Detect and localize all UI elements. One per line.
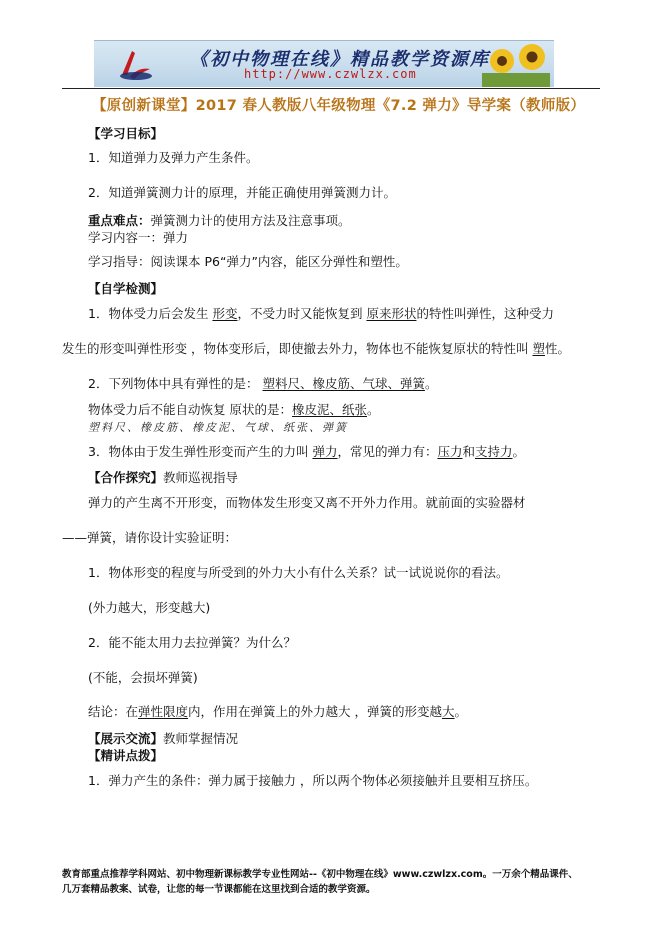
q1-answer-deformation: 形变 [212, 306, 238, 321]
keypoint-label: 重点难点： [88, 213, 151, 228]
q3-answer-support: 支持力 [475, 444, 513, 459]
conclusion-answer-larger: 大 [442, 704, 455, 719]
banner-url[interactable]: http://www.czwlzx.com [244, 67, 417, 81]
coop-conclusion [88, 704, 467, 720]
q3-answer-elastic-force: 弹力 [312, 444, 338, 459]
q1-text-e: 性。 [544, 341, 570, 356]
coop-answer-2: (不能，会损坏弹簧) [88, 670, 198, 685]
selftest-q1-line1 [88, 306, 554, 322]
sunflower-icon [482, 43, 550, 87]
q1-text-b: ，不受力时又能恢复到 [237, 306, 367, 321]
footer-line-2: 几万套精品教案、试卷，让您的每一节课都能在这里找到合适的教学资源。 [62, 884, 376, 895]
conclusion-text-b: 内，作用在弹簧上的外力越大 ，弹簧的形变越 [188, 704, 443, 719]
selftest-q2-line1 [88, 376, 437, 392]
coop-question-2: 2．能不能太用力去拉弹簧？为什么？ [88, 635, 296, 650]
coop-note: 教师巡视指导 [163, 470, 239, 485]
q2-answer-plastic: 橡皮泥、纸张 [291, 402, 367, 417]
selftest-header: 【自学检测】 [88, 281, 164, 296]
content-1-heading: 学习内容一：弹力 [88, 230, 189, 245]
q2-text-b: 。 [424, 376, 438, 391]
q3-answer-pressure: 压力 [437, 444, 463, 459]
goal-item-1: 1．知道弹力及弹力产生条件。 [88, 150, 259, 165]
q1-text-d: 发生的形变叫弹性形变 ，物体变形后，即使撤去外力，物体也不能恢复原状的特性叫 [62, 341, 533, 356]
banner-title: 《初中物理在线》精品教学资源库 [190, 49, 490, 70]
q1-answer-plastic: 塑 [532, 341, 545, 356]
coop-answer-1: (外力越大，形变越大) [88, 600, 211, 615]
coop-header: 【合作探究】 [88, 470, 164, 485]
conclusion-text-a: 结论：在 [88, 704, 139, 719]
footer-line-1: 教育部重点推荐学科网站、初中物理新课标教学专业性网站--《初中物理在线》www.czwlzx.com。一万余个精品课件、 [62, 869, 578, 880]
q3-text-b: ，常见的弹力有： [337, 444, 438, 459]
goal-item-2: 2．知道弹簧测力计的原理，并能正确使用弹簧测力计。 [88, 185, 396, 200]
coop-question-1: 1．物体形变的程度与所受到的外力大小有什么关系？试一试说说你的看法。 [88, 565, 509, 580]
header-divider [62, 88, 600, 89]
conclusion-text-c: 。 [454, 704, 468, 719]
q3-text-d: 。 [512, 444, 526, 459]
q2-text-d: 。 [367, 402, 380, 417]
q1-text-c: 的特性叫弹性，这种受力 [416, 306, 554, 321]
q2-answer-elastic: 塑料尺、橡皮筋、气球、弹簧 [262, 376, 425, 391]
conclusion-answer-elastic-limit: 弹性限度 [138, 704, 189, 719]
goals-header: 【学习目标】 [88, 126, 164, 141]
show-header-line [88, 731, 238, 747]
site-logo-icon [116, 45, 154, 83]
coop-header-line [88, 470, 238, 486]
selftest-q2-line2 [88, 402, 380, 418]
page-title: 【原创新课堂】2017 春人教版八年级物理《7.2 弹力》导学案（教师版） [92, 98, 586, 114]
coop-line-1: 弹力的产生离不开形变，而物体发生形变又离不开外力作用。就前面的实验器材 [88, 495, 526, 510]
coop-line-2: ——弹簧，请你设计实验证明： [62, 530, 238, 545]
header-banner [94, 40, 554, 87]
show-note: 教师掌握情况 [163, 731, 239, 746]
q2-text-c: 物体受力后不能自动恢复 原状的是： [88, 402, 292, 417]
selftest-q3-line [88, 444, 525, 460]
keypoint-text: 弹簧测力计的使用方法及注意事项。 [150, 213, 351, 228]
q1-answer-original-shape: 原来形状 [366, 306, 417, 321]
q3-text-c: 和 [462, 444, 475, 459]
study-guide: 学习指导：阅读课本 P6“弹力”内容，能区分弹性和塑性。 [88, 254, 408, 269]
q2-text-a: 2．下列物体中具有弹性的是： [88, 376, 263, 391]
q1-text-a: 1．物体受力后会发生 [88, 306, 213, 321]
explain-item-1: 1．弹力产生的条件：弹力属于接触力 ，所以两个物体必须接触并且要相互挤压。 [88, 773, 538, 788]
show-header: 【展示交流】 [88, 731, 164, 746]
keypoint-line [88, 213, 351, 229]
q2-option-list: 塑料尺、橡皮筋、橡皮泥、气球、纸张、弹簧 [88, 421, 348, 434]
selftest-q1-line2 [62, 341, 570, 357]
explain-header: 【精讲点拨】 [88, 748, 164, 763]
q3-text-a: 3．物体由于发生弹性形变而产生的力叫 [88, 444, 313, 459]
